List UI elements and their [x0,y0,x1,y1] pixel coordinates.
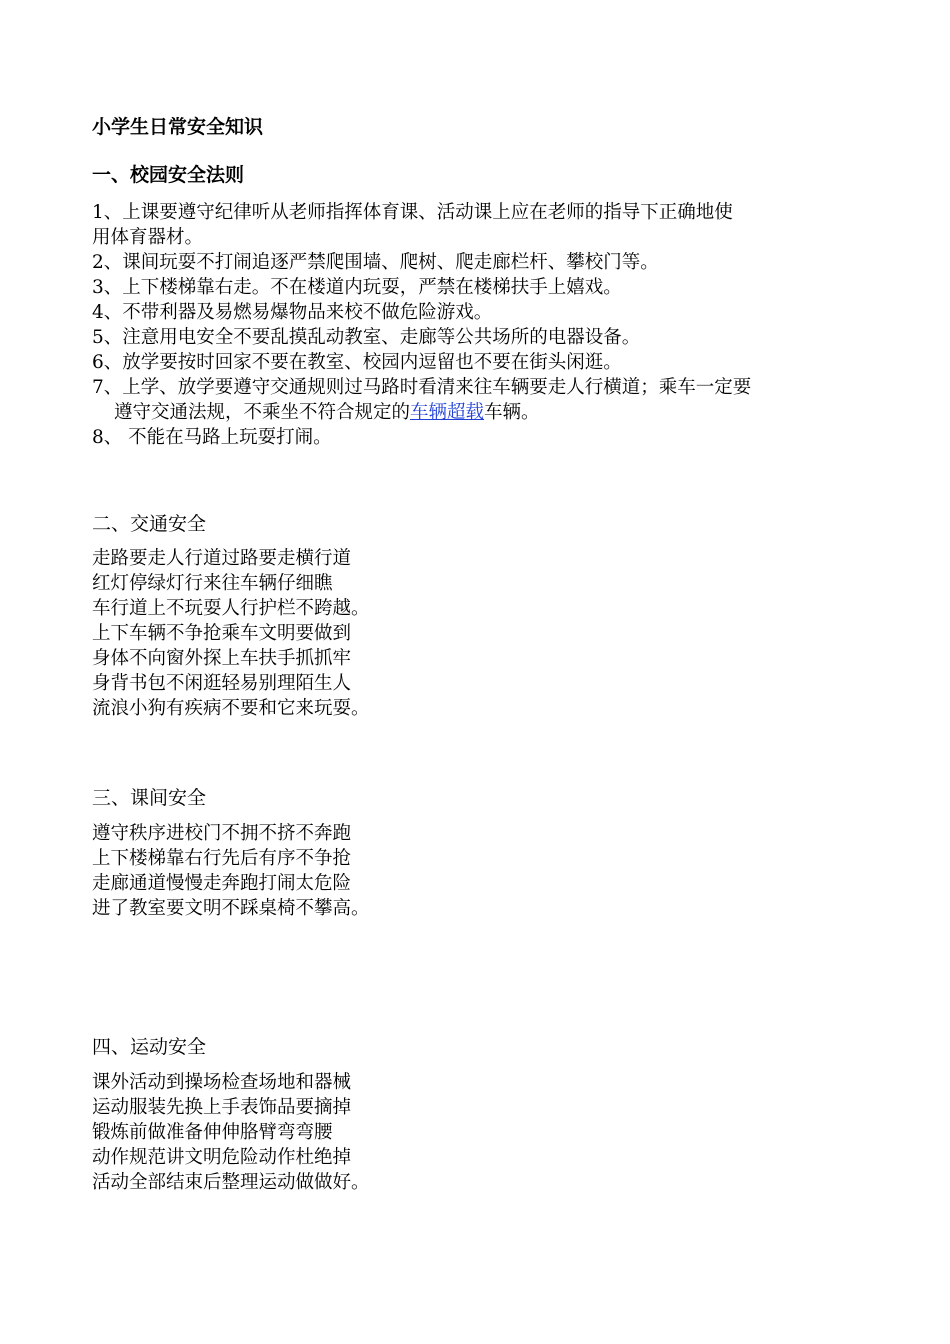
rule-line: 8、 不能在马路上玩耍打闹。 [92,427,332,448]
rule-line: 用体育器材。 [92,227,204,248]
rule-line: 2、课间玩耍不打闹追逐严禁爬围墙、爬树、爬走廊栏杆、攀校门等。 [92,252,659,273]
verse-line: 锻炼前做准备伸伸胳臂弯弯腰 [92,1122,333,1143]
rule-text: 遵守交通法规，不乘坐不符合规定的 [114,402,411,423]
rule-text: 车辆。 [484,402,540,423]
rule-line: 7、上学、放学要遵守交通规则过马路时看清来往车辆要走人行横道；乘车一定要 [92,377,752,398]
verse-line: 活动全部结束后整理运动做做好。 [92,1172,370,1193]
verse-line: 上下楼梯靠右行先后有序不争抢 [92,848,352,869]
vehicle-overload-link[interactable]: 车辆超载 [410,402,485,423]
verse-line: 上下车辆不争抢乘车文明要做到 [92,623,352,644]
document-title: 小学生日常安全知识 [92,116,264,138]
verse-line: 流浪小狗有疾病不要和它来玩耍。 [92,698,370,719]
section-body-campus-safety [92,200,872,450]
verse-line: 运动服装先换上手表饰品要摘掉 [92,1097,352,1118]
verse-line: 进了教室要文明不踩桌椅不攀高。 [92,898,370,919]
verse-line: 身背书包不闲逛轻易别理陌生人 [92,673,352,694]
verse-line: 身体不向窗外探上车扶手抓抓牢 [92,648,352,669]
rule-line: 4、不带利器及易燃易爆物品来校不做危险游戏。 [92,302,493,323]
section-heading-campus-safety: 一、校园安全法则 [92,164,245,186]
verse-line: 车行道上不玩耍人行护栏不跨越。 [92,598,370,619]
section-body-sports-safety [92,1070,872,1195]
verse-line: 红灯停绿灯行来往车辆仔细瞧 [92,573,333,594]
verse-line: 走路要走人行道过路要走横行道 [92,548,352,569]
rule-line: 1、上课要遵守纪律听从老师指挥体育课、活动课上应在老师的指导下正确地使 [92,202,733,223]
verse-line: 动作规范讲文明危险动作杜绝掉 [92,1147,352,1168]
section-body-traffic-safety [92,546,872,721]
section-body-recess-safety [92,821,872,921]
section-heading-traffic-safety: 二、交通安全 [92,513,207,535]
rule-line: 5、注意用电安全不要乱摸乱动教室、走廊等公共场所的电器设备。 [92,327,641,348]
verse-line: 课外活动到操场检查场地和器械 [92,1072,352,1093]
verse-line: 走廊通道慢慢走奔跑打闹太危险 [92,873,352,894]
verse-line: 遵守秩序进校门不拥不挤不奔跑 [92,823,352,844]
section-heading-sports-safety: 四、运动安全 [92,1036,207,1058]
rule-line: 3、上下楼梯靠右走。不在楼道内玩耍，严禁在楼梯扶手上嬉戏。 [92,277,622,298]
section-heading-recess-safety: 三、课间安全 [92,787,207,809]
rule-line: 6、放学要按时回家不要在教室、校园内逗留也不要在街头闲逛。 [92,352,622,373]
rule-line-continued [92,400,872,425]
